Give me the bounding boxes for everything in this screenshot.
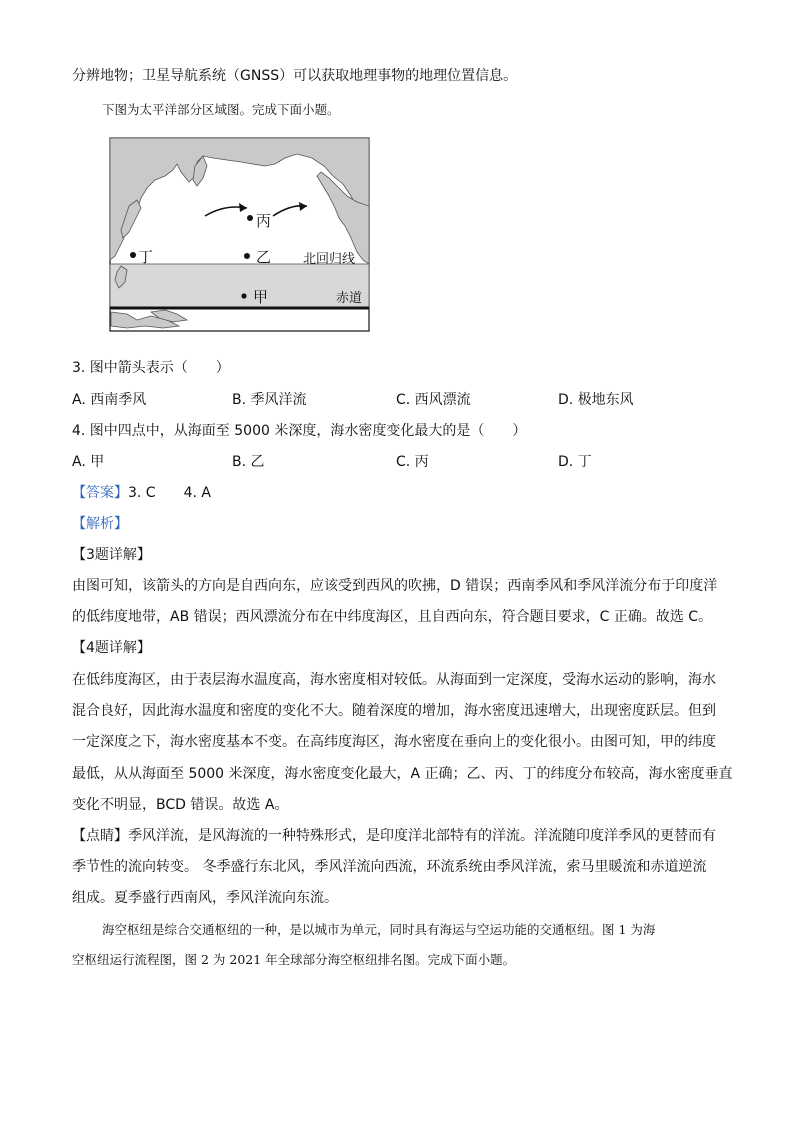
q4-detail-line: 最低，从从海面至 5000 米深度，海水密度变化最大，A 正确；乙、丙、丁的纬度分布较高，海水密度垂直	[72, 766, 733, 782]
analysis-tag: 【解析】	[72, 516, 128, 532]
tip-tag: 【点睛】	[72, 828, 128, 844]
next-intro-line: 空枢纽运行流程图，图 2 为 2021 年全球部分海空枢纽排名图。完成下面小题。	[72, 952, 516, 967]
answer-line	[72, 483, 211, 503]
point-yi	[244, 253, 250, 259]
tip-line: 组成。夏季盛行西南风，季风洋流向东流。	[72, 890, 338, 906]
label-yi: 乙	[256, 248, 272, 266]
q4-detail-line: 混合良好，因此海水温度和密度的变化不大。随着深度的增加，海水密度迅速增大，出现密度跃层。但到	[72, 703, 716, 719]
point-bing	[247, 215, 253, 221]
q3-option-b[interactable]: B. 季风洋流	[232, 392, 307, 408]
pacific-map	[107, 136, 373, 334]
tropic-band	[110, 264, 369, 308]
q4-option-c[interactable]: C. 丙	[396, 454, 429, 470]
q4-detail-line: 一定深度之下，海水密度基本不变。在高纬度海区，海水密度在垂向上的变化很小。由图可知，甲的纬度	[72, 734, 716, 750]
q4-option-b[interactable]: B. 乙	[232, 454, 265, 470]
tip-text: 季风洋流，是风海流的一种特殊形式，是印度洋北部特有的洋流。洋流随印度洋季风的更替而有	[128, 828, 716, 844]
intro-text: 分辨地物；卫星导航系统（GNSS）可以获取地理事物的地理位置信息。	[72, 68, 518, 84]
q3-detail-line: 由图可知，该箭头的方向是自西向东，应该受到西风的吹拂，D 错误；西南季风和季风洋流分布于印度洋	[72, 578, 718, 594]
tropic-label: 北回归线	[303, 252, 356, 267]
point-jia	[241, 293, 246, 298]
label-ding: 丁	[138, 248, 154, 266]
q4-detail-tag: 【4题详解】	[72, 640, 151, 656]
q4-option-a[interactable]: A. 甲	[72, 454, 105, 470]
question-3-stem: 3. 图中箭头表示（ ）	[72, 360, 230, 376]
answer-tag: 【答案】	[72, 485, 128, 501]
q4-detail-line: 在低纬度海区，由于表层海水温度高，海水密度相对较低。从海面到一定深度，受海水运动的影响，海水	[72, 672, 716, 688]
q4-detail-line: 变化不明显，BCD 错误。故选 A。	[72, 797, 289, 813]
map-intro: 下图为太平洋部分区域图。完成下面小题。	[102, 102, 340, 117]
equator-label: 赤道	[336, 291, 363, 306]
label-bing: 丙	[256, 212, 272, 230]
q4-option-d[interactable]: D. 丁	[558, 454, 592, 470]
question-4-stem: 4. 图中四点中，从海面至 5000 米深度，海水密度变化最大的是（ ）	[72, 423, 527, 439]
next-intro-line: 海空枢纽是综合交通枢纽的一种，是以城市为单元，同时具有海运与空运功能的交通枢纽。图 1 为海	[102, 922, 656, 937]
answer-text: 3. C 4. A	[128, 485, 211, 501]
q3-option-a[interactable]: A. 西南季风	[72, 392, 147, 408]
point-ding	[130, 252, 136, 258]
label-jia: 甲	[253, 288, 269, 306]
q3-option-d[interactable]: D. 极地东风	[558, 392, 634, 408]
q3-detail-tag: 【3题详解】	[72, 547, 151, 563]
q3-detail-line: 的低纬度地带，AB 错误；西风漂流分布在中纬度海区，且自西向东，符合题目要求，C 正确。故选 C。	[72, 609, 713, 625]
tip-line-first	[72, 826, 716, 846]
q3-option-c[interactable]: C. 西风漂流	[396, 392, 471, 408]
tip-line: 季节性的流向转变。 冬季盛行东北风，季风洋流向西流，环流系统由季风洋流，索马里暖流和赤道逆流	[72, 859, 707, 875]
